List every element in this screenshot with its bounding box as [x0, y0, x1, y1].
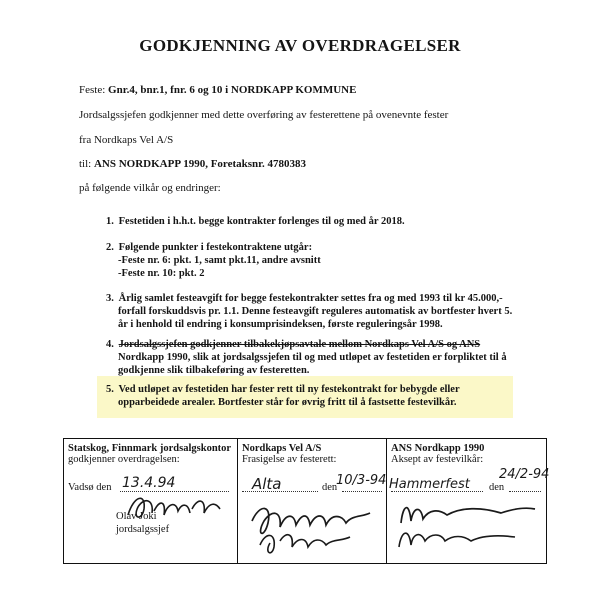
signature-ans-nordkapp [391, 495, 541, 555]
signature-column-nordkaps-vel [238, 439, 387, 563]
condition-number: 1. [106, 216, 114, 227]
handwritten-date: 10/3-94 [336, 473, 387, 488]
place-label: Vadsø den [68, 482, 112, 493]
document-title: GODKJENNING AV OVERDRAGELSER [139, 36, 461, 55]
column-header: Nordkaps Vel A/S [242, 443, 322, 454]
condition-number: 2. [106, 242, 114, 253]
column-subheader: Frasigelse av festerett: [242, 454, 337, 465]
condition-3 [106, 292, 526, 331]
condition-1 [106, 215, 526, 228]
dotted-line [509, 491, 541, 492]
handwritten-place: Hammerfest [389, 477, 470, 492]
condition-subitem: -Feste nr. 6: pkt. 1, samt pkt.11, andre avsnitt [118, 255, 321, 266]
condition-2 [106, 241, 526, 280]
feste-label: Feste: [79, 84, 109, 96]
condition-line: Ved utløpet av festetiden har fester rett til ny festekontrakt for bebygde eller [118, 384, 460, 395]
conditions-intro: på følgende vilkår og endringer: [79, 182, 221, 194]
signature-table [63, 438, 550, 564]
condition-4 [106, 338, 526, 377]
from-text: fra Nordkaps Vel A/S [79, 134, 174, 146]
to-line [79, 158, 306, 170]
column-header: Statskog, Finnmark jordsalgskontor [68, 443, 232, 454]
handwritten-date: 13.4.94 [122, 475, 176, 491]
feste-value: Gnr.4, bnr.1, fnr. 6 og 10 i NORDKAPP KOMMUNE [108, 84, 357, 96]
signature-column-ans-nordkapp [387, 439, 550, 563]
column-subheader: godkjenner overdragelsen: [68, 454, 180, 465]
signature-column-statskog [64, 439, 238, 563]
den-label: den [322, 482, 338, 493]
condition-number: 5. [106, 384, 114, 395]
column-subheader: Aksept av festevilkår: [391, 454, 484, 465]
condition-line: Årlig samlet festeavgift for begge festekontrakter settes fra og med 1993 til kr 45.000,- [118, 293, 503, 304]
den-label: den [489, 482, 505, 493]
signature-nordkaps-vel [246, 501, 376, 559]
dotted-line [342, 491, 382, 492]
condition-line: forfall forskuddsvis pr. 1.1. Denne festeavgift reguleres automatisk av bortfester hvert 5. [118, 306, 513, 317]
condition-text: Følgende punkter i festekontraktene utgår: [118, 242, 313, 253]
approval-text: Jordsalgssjefen godkjenner med dette overføring av festerettene på ovenevnte fester [79, 109, 449, 121]
condition-subitem: -Feste nr. 10: pkt. 2 [118, 268, 205, 279]
condition-5 [106, 383, 526, 409]
condition-line: år i henhold til endring i konsumprisindeksen, første reguleringsår 1998. [118, 319, 443, 330]
condition-number: 3. [106, 293, 114, 304]
column-header: ANS Nordkapp 1990 [391, 443, 485, 454]
condition-number: 4. [106, 339, 114, 350]
handwritten-place: Alta [252, 475, 282, 493]
condition-line: Jordsalgssjefen godkjenner tilbakekjøpsavtale mellom Nordkaps Vel A/S og ANS [118, 339, 481, 350]
signer-title: jordsalgssjef [116, 524, 170, 535]
handwritten-date: 24/2-94 [499, 467, 550, 482]
condition-line: Nordkapp 1990, slik at jordsalgssjefen til og med utløpet av festetiden er forpliktet til å [118, 352, 507, 363]
signer-name: Olav Joki [116, 511, 157, 522]
condition-line: opparbeidede arealer. Bortfester står for øvrig fritt til å fastsette festevilkår. [118, 397, 457, 408]
feste-line [79, 84, 356, 96]
to-value: ANS NORDKAPP 1990, Foretaksnr. 4780383 [93, 158, 307, 170]
condition-line: godkjenne slik tilbakeføring av festeretten. [118, 365, 310, 376]
to-label: til: [79, 158, 94, 170]
condition-text: Festetiden i h.h.t. begge kontrakter forlenges til og med år 2018. [118, 216, 405, 227]
